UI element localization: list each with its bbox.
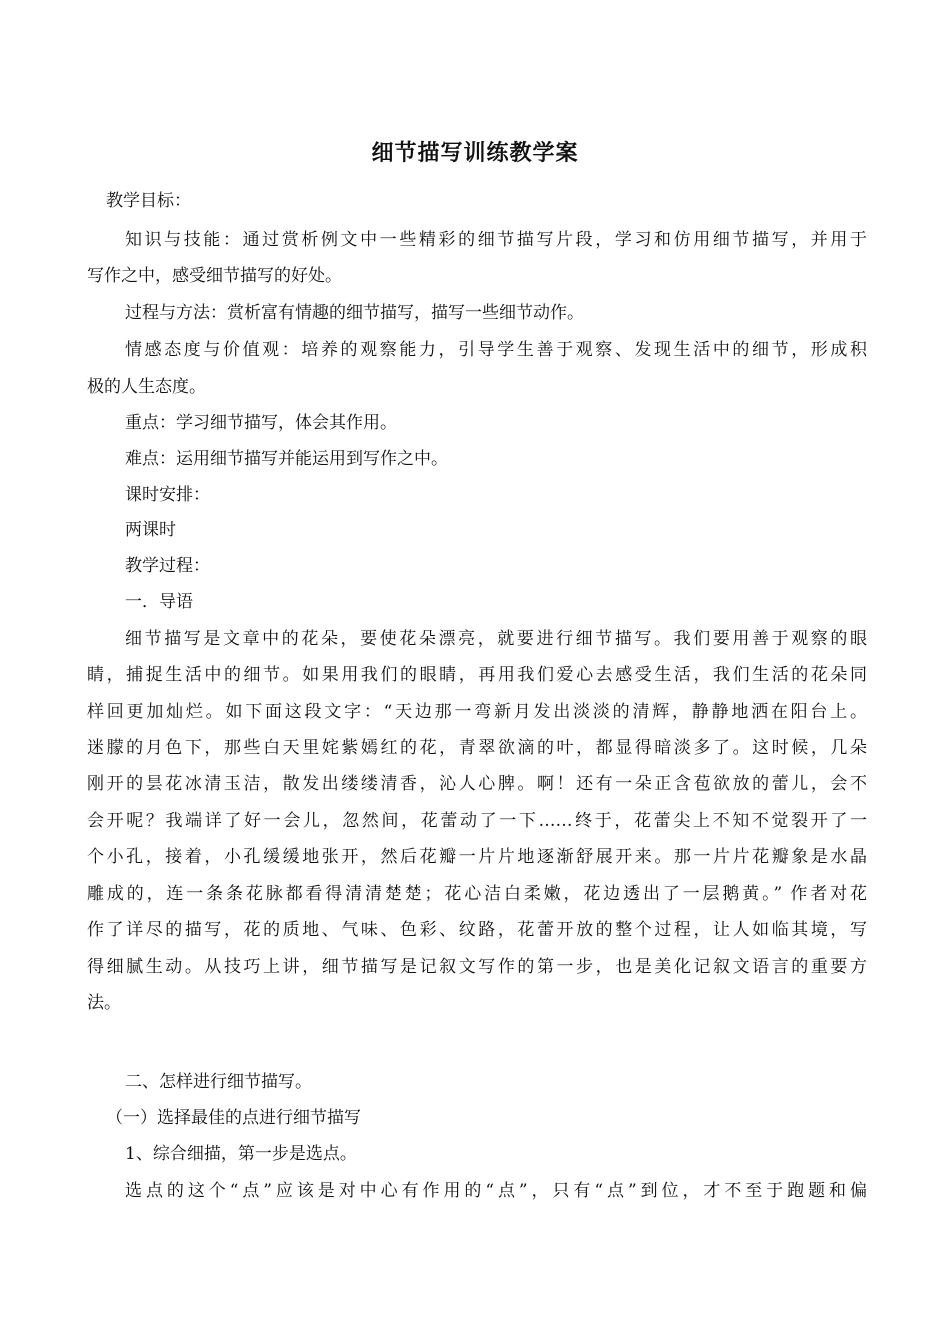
text-line: 极的人生态度。 xyxy=(87,377,206,397)
text-line: 法。 xyxy=(87,993,121,1013)
text-line: 样回更加灿烂。如下面这段文字：“天边那一弯新月发出淡淡的清辉，静静地洒在阳台上。 xyxy=(87,702,867,722)
text-line: 细节描写是文章中的花朵，要使花朵漂亮，就要进行细节描写。我们要用善于观察的眼 xyxy=(125,629,867,649)
text-line: 难点：运用细节描写并能运用到写作之中。 xyxy=(125,449,448,469)
section-heading: 一．导语 xyxy=(125,592,193,612)
text-line: 两课时 xyxy=(125,520,176,540)
text-line: 迷朦的月色下，那些白天里姹紫嫣红的花，青翠欲滴的叶，都显得暗淡多了。这时候，几朵 xyxy=(87,738,867,758)
text-line: 课时安排： xyxy=(125,485,210,505)
text-line: 1、综合细描，第一步是选点。 xyxy=(125,1144,357,1164)
text-line: 雕成的，连一条条花脉都看得清清楚楚；花心洁白柔嫩，花边透出了一层鹅黄。” 作者对花 xyxy=(87,884,867,904)
text-line: 重点：学习细节描写，体会其作用。 xyxy=(125,413,397,433)
text-line: 写作之中，感受细节描写的好处。 xyxy=(87,266,342,286)
text-line: 教学过程： xyxy=(125,556,210,576)
document-title: 细节描写训练教学案 xyxy=(371,140,579,166)
text-line: 过程与方法：赏析富有情趣的细节描写，描写一些细节动作。 xyxy=(125,303,584,323)
text-line: 刚开的昙花冰清玉洁，散发出缕缕清香，沁人心脾。啊！还有一朵正含苞欲放的蕾儿，会不 xyxy=(87,774,867,794)
text-line: 睛，捕捉生活中的细节。如果用我们的眼睛，再用我们爱心去感受生活，我们生活的花朵同 xyxy=(87,665,867,685)
text-line: 情感态度与价值观：培养的观察能力，引导学生善于观察、发现生活中的细节，形成积 xyxy=(125,340,867,360)
text-line: 会开呢？我端详了好一会儿，忽然间，花蕾动了一下……终于，花蕾尖上不知不觉裂开了一 xyxy=(87,811,867,831)
section-heading: 二、怎样进行细节描写。 xyxy=(125,1072,312,1092)
text-line: 教学目标： xyxy=(106,191,191,211)
text-line: 个小孔，接着，小孔缓缓地张开，然后花瓣一片片地逐渐舒展开来。那一片片花瓣象是水晶 xyxy=(87,847,867,867)
text-line: 选点的这个“点”应该是对中心有作用的“点”，只有“点”到位，才不至于跑题和偏 xyxy=(125,1181,867,1201)
text-line: 得细腻生动。从技巧上讲，细节描写是记叙文写作的第一步，也是美化记叙文语言的重要方 xyxy=(87,957,867,977)
text-line: 知识与技能：通过赏析例文中一些精彩的细节描写片段，学习和仿用细节描写，并用于 xyxy=(125,230,867,250)
text-line: 作了详尽的描写，花的质地、气味、色彩、纹路，花蕾开放的整个过程，让人如临其境，写 xyxy=(87,920,867,940)
subsection-heading: （一）选择最佳的点进行细节描写 xyxy=(106,1108,361,1128)
